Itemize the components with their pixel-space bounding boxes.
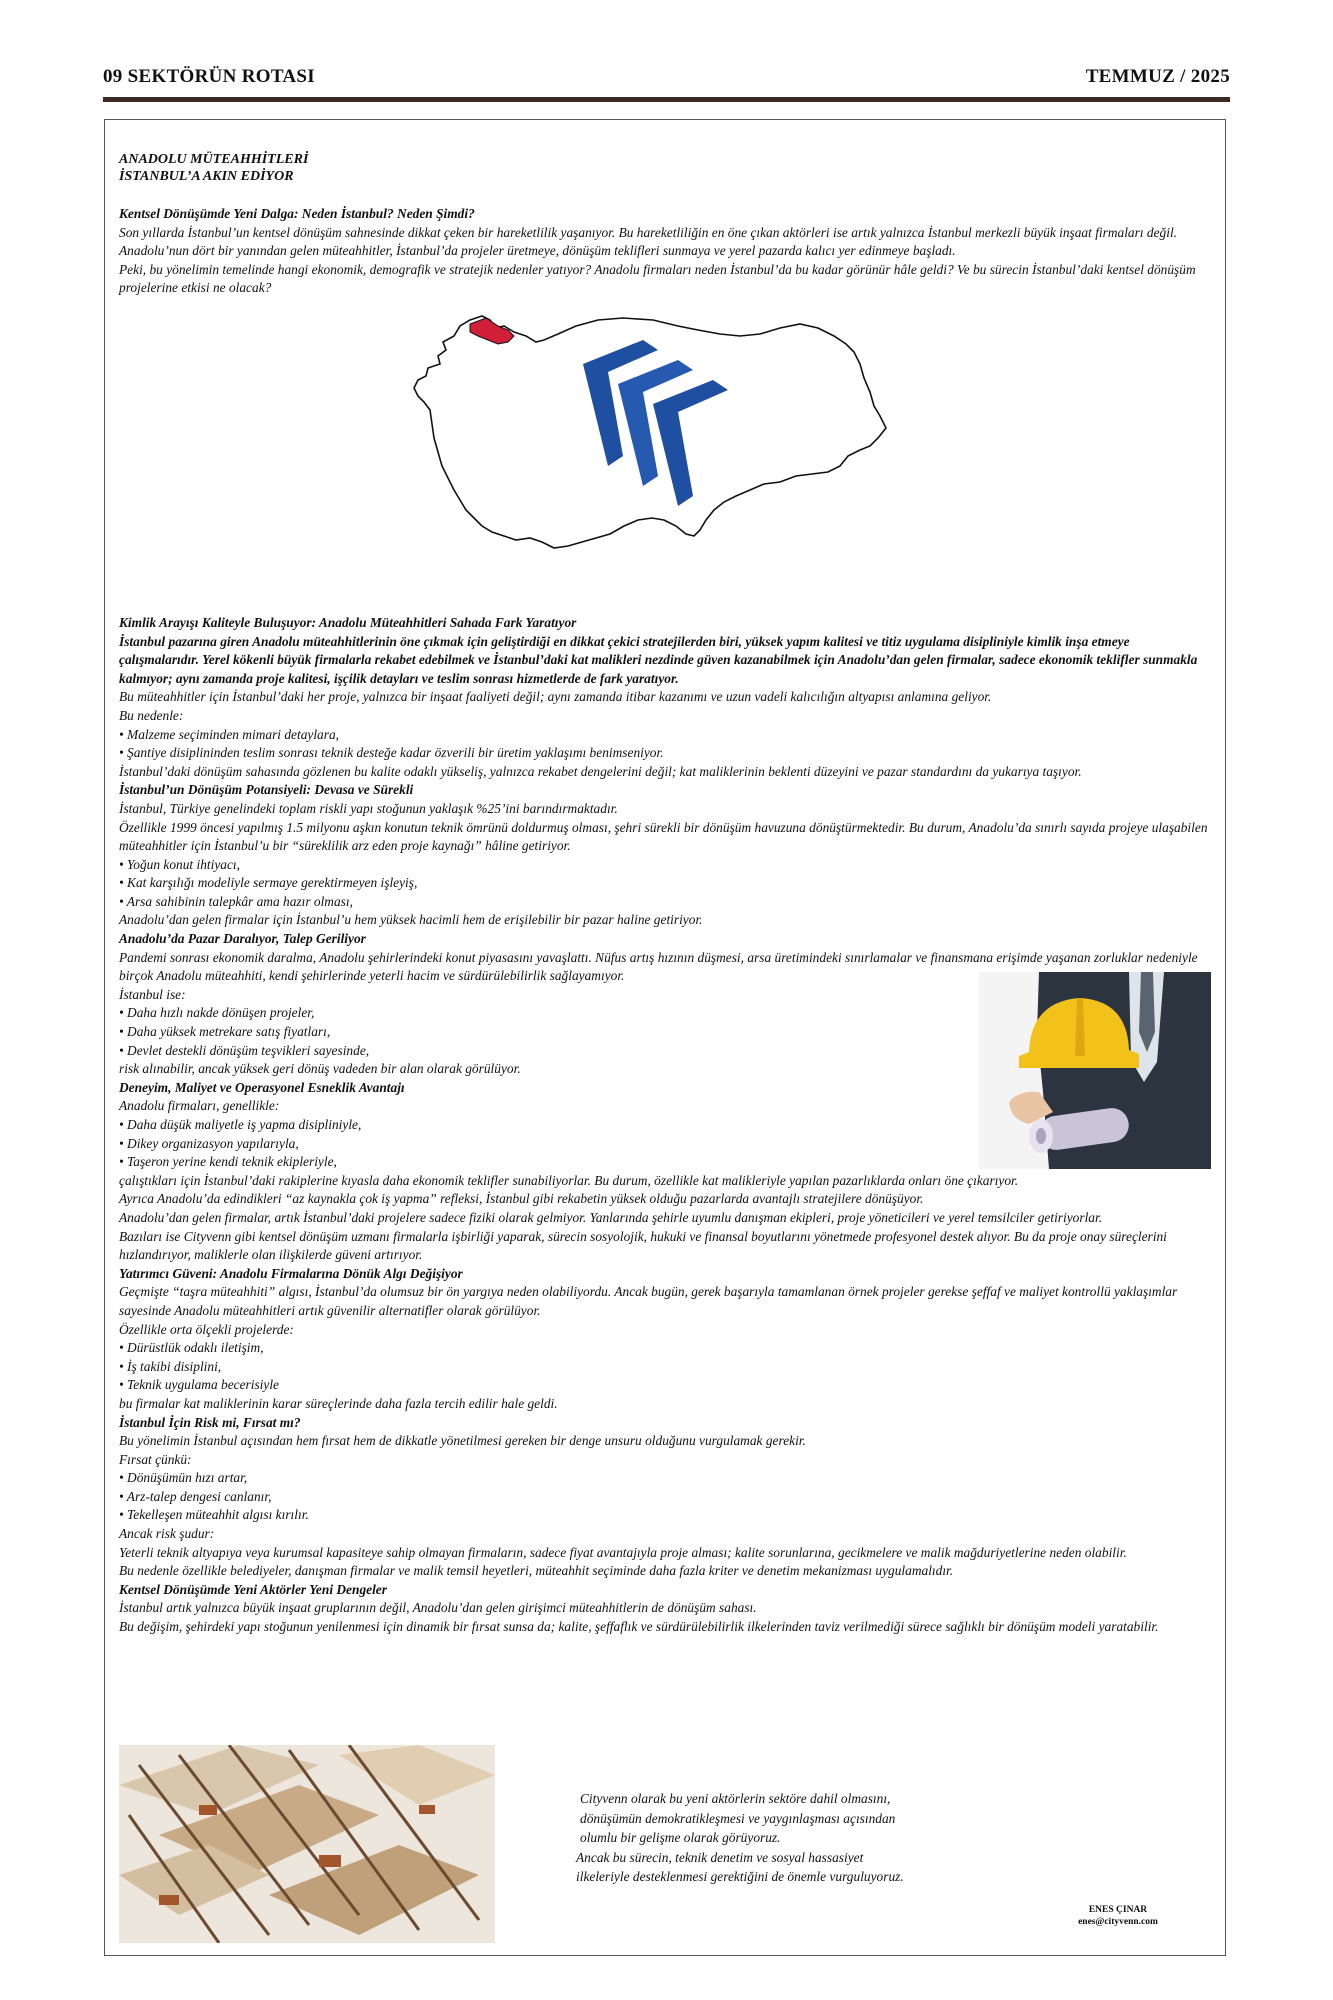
closing-note [576,1789,1046,1887]
paragraph: Özellikle orta ölçekli projelerde: [119,1321,294,1337]
bullet-item: • Daha düşük maliyetle iş yapma disipliniyle, [119,1117,362,1132]
paragraph: Anadolu firmaları, genellikle: [119,1098,280,1114]
section-title: 09 SEKTÖRÜN ROTASI [103,66,315,87]
title-line-1: ANADOLU MÜTEAHHİTLERİ [119,152,309,167]
paragraph: Ayrıca Anadolu’da edindikleri “az kaynakla çok iş yapma” refleksi, İstanbul gibi rekabetin yüksek olduğu pazarlarda avantajlı stratejilere dönüşüyor. [119,1191,924,1207]
bullet-item: • Malzeme seçiminden mimari detaylara, [119,726,340,742]
section-heading: İstanbul İçin Risk mi, Fırsat mı? [119,1414,301,1430]
bullet-item: • Daha yüksek metrekare satış fiyatları, [119,1024,331,1040]
turkey-map-figure [119,306,1211,588]
header-rule [103,97,1230,102]
closing-line-2: dönüşümün demokratikleşmesi ve yaygınlaşması açısından [580,1810,896,1826]
paragraph: Bu nedenle: [119,707,184,723]
construction-models-image [119,1745,495,1943]
section-heading: Anadolu’da Pazar Daralıyor, Talep Geriliyor [119,931,366,947]
closing-line-3: olumlu bir gelişme olarak görüyoruz. [580,1830,781,1845]
closing-line-5: ilkeleriyle desteklenmesi gerektiğini de önemle vurguluyoruz. [576,1869,904,1884]
paragraph: İstanbul, Türkiye genelindeki toplam riskli yapı stoğunun yaklaşık %25’ini barındırmaktadır. [119,800,618,816]
bullet-item: • Dürüstlük odaklı iletişim, [119,1340,264,1356]
bullet-item: • Yoğun konut ihtiyacı, [119,856,240,872]
paragraph: Son yıllarda İstanbul’un kentsel dönüşüm sahnesinde dikkat çeken bir hareketlilik yaşanıyor. Bu hareketliliğin en öne çıkan aktörleri ise artık yalnızca İstanbul merkezli büyük inşaat firmaları değil. Anadolu’nun dört bir yanından gelen müteahhitler, İstanbul’da projeler üretmeye, dönüşüm teklifleri sunmaya ve yerel pazarda kalıcı yer edinmeye başladı. [119,224,1178,259]
paragraph: Anadolu’dan gelen firmalar, artık İstanbul’daki projelere sadece fiziki olarak gelmiyor. Yanlarında şehirle uyumlu danışman ekipleri, proje yöneticileri ve yerel temsilciler getiriyorlar. [119,1209,1103,1225]
title-line-2: İSTANBUL’A AKIN EDİYOR [119,169,294,184]
article-body [119,151,1211,1637]
author-name: ENES ÇINAR [1088,1905,1148,1915]
paragraph: risk alınabilir, ancak yüksek geri dönüş vadeden bir alan olarak görülüyor. [119,1061,521,1077]
paragraph: Geçmişte “taşra müteahhiti” algısı, İstanbul’da olumsuz bir ön yargıya neden olabiliyordu. Ancak bugün, gerek başarıyla tamamlanan örnek projeler gerekse şeffaf ve maliyet kontrollü yaklaşımlar sayesinde Anadolu müteahhitleri artık güvenilir alternatifler olarak görülüyor. [119,1284,1178,1318]
author-email: enes@cityvenn.com [1078,1917,1158,1927]
paragraph: Ancak risk şudur: [119,1526,215,1542]
article-title [119,151,1211,185]
paragraph: Bazıları ise Cityvenn gibi kentsel dönüşüm uzmanı firmalarla işbirliği yaparak, sürecin sosyolojik, hukuki ve finansal boyutlarını yönetmede profesyonel destek alıyor. Bu da proje onay süreçlerini hızlandırıyor, maliklerle olan ilişkilerde güveni artırıyor. [119,1228,1167,1263]
bullet-item: • Dikey organizasyon yapılarıyla, [119,1135,299,1151]
bullet-item: • Dönüşümün hızı artar, [119,1470,248,1486]
section-heading: Kimlik Arayışı Kaliteyle Buluşuyor: Anadolu Müteahhitleri Sahada Fark Yaratıyor [119,614,577,630]
closing-line-1: Cityvenn olarak bu yeni aktörlerin sektöre dahil olmasını, [580,1791,891,1806]
bullet-item: • Kat karşılığı modeliyle sermaye gerektirmeyen işleyiş, [119,875,418,891]
paragraph: Özellikle 1999 öncesi yapılmış 1.5 milyonu aşkın konutun teknik ömrünü doldurmuş olması, şehri sürekli bir dönüşüm havuzuna dönüştürmektedir. Bu durum, Anadolu’da sınırlı sayıda projeye ulaşabilen müteahhitler için İstanbul’u bir “süreklilik arz eden proje kaynağı” hâline getiriyor. [119,819,1208,854]
section-heading: Deneyim, Maliyet ve Operasyonel Esneklik Avantajı [119,1079,405,1095]
paragraph: Bu müteahhitler için İstanbul’daki her proje, yalnızca bir inşaat faaliyeti değil; aynı zamanda itibar kazanımı ve uzun vadeli kalıcılığın altyapısı anlamına geliyor. [119,689,992,705]
paragraph: Bu nedenle özellikle belediyeler, danışman firmalar ve malik temsil heyetleri, müteahhit seçiminde daha fazla kriter ve denetim mekanizması uygulamalıdır. [119,1563,954,1579]
bullet-item: • Devlet destekli dönüşüm teşvikleri sayesinde, [119,1042,370,1058]
section-heading: Kentsel Dönüşümde Yeni Aktörler Yeni Dengeler [119,1581,387,1597]
bullet-item: • Arz-talep dengesi canlanır, [119,1488,272,1504]
paragraph: çalıştıkları için İstanbul’daki rakiplerine kıyasla daha ekonomik teklifler sunabiliyorlar. Bu durum, özellikle kat malikleriyle yapılan pazarlıklarda onları öne çıkarıyor. [119,1172,1019,1188]
turkey-map-image [408,306,928,588]
worker-helmet-image [979,972,1211,1169]
paragraph: İstanbul artık yalnızca büyük inşaat gruplarının değil, Anadolu’dan gelen girişimci müteahhitlerin de dönüşüm sahası. [119,1600,757,1616]
bullet-item: • Teknik uygulama becerisiyle [119,1377,280,1393]
bullet-item: • Şantiye disiplininden teslim sonrası teknik desteğe kadar özverili bir üretim yaklaşımı benimseniyor. [119,745,664,761]
issue-date: TEMMUZ / 2025 [1085,66,1230,87]
paragraph: Fırsat çünkü: [119,1451,192,1467]
author-signature [1068,1904,1168,1928]
paragraph: Pandemi sonrası ekonomik daralma, Anadolu şehirlerindeki konut piyasasını yavaşlattı. Nüfus artış hızının düşmesi, arsa üretimindeki sınırlamalar ve finansmana erişimde yaşanan zorluklar nedeniyle birçok Anadolu müteahhiti, kendi şehirlerinde yeterli hacim ve sürdürülebilirlik sağlayamıyor. [119,949,1198,984]
section-heading: Yatırımcı Güveni: Anadolu Firmalarına Dönük Algı Değişiyor [119,1265,463,1281]
bullet-item: • Taşeron yerine kendi teknik ekipleriyle, [119,1154,337,1170]
bullet-item: • İş takibi disiplini, [119,1358,222,1374]
closing-line-4: Ancak bu sürecin, teknik denetim ve sosyal hassasiyet [576,1849,864,1865]
section-heading: İstanbul’un Dönüşüm Potansiyeli: Devasa ve Sürekli [119,782,414,798]
paragraph: Bu yönelimin İstanbul açısından hem fırsat hem de dikkatle yönetilmesi gereken bir denge unsuru olduğunu vurgulamak gerekir. [119,1433,806,1449]
paragraph: Peki, bu yönelimin temelinde hangi ekonomik, demografik ve stratejik nedenler yatıyor? Anadolu firmaları neden İstanbul’da bu kadar görünür hâle geldi? Ve bu sürecin İstanbul’daki kentsel dönüşüm projelerine etkisi ne olacak? [119,261,1196,296]
bullet-item: • Daha hızlı nakde dönüşen projeler, [119,1005,315,1021]
paragraph: İstanbul ise: [119,986,186,1002]
section-heading: Kentsel Dönüşümde Yeni Dalga: Neden İstanbul? Neden Şimdi? [119,206,475,221]
bullet-item: • Tekelleşen müteahhit algısı kırılır. [119,1507,309,1523]
paragraph: Bu değişim, şehirdeki yapı stoğunun yenilenmesi için dinamik bir fırsat sunsa da; kalite, şeffaflık ve sürdürülebilirlik ilkelerinden taviz verilmediği sürece sağlıklı bir dönüşüm modeli yaratabilir. [119,1619,1159,1635]
paragraph: bu firmalar kat maliklerinin karar süreçlerinde daha fazla tercih edilir hale geldi. [119,1395,558,1411]
paragraph: İstanbul’daki dönüşüm sahasında gözlenen bu kalite odaklı yükseliş, yalnızca rekabet dengelerini değil; kat maliklerinin beklenti düzeyini ve pazar standardını da yukarıya taşıyor. [119,763,1082,779]
bullet-item: • Arsa sahibinin talepkâr ama hazır olması, [119,893,353,909]
paragraph: Anadolu’dan gelen firmalar için İstanbul’u hem yüksek hacimli hem de erişilebilir bir pazar haline getiriyor. [119,912,703,928]
lead-paragraph: İstanbul pazarına giren Anadolu müteahhitlerinin öne çıkmak için geliştirdiği en dikkat çekici stratejilerden biri, yüksek yapım kalitesi ve titiz uygulama disipliniyle kimlik inşa etmeye çalışmalarıdır. Yerel kökenli büyük firmalarla rekabet edebilmek ve İstanbul’daki kat malikleri nezdinde güven kazanabilmek için Anadolu’dan gelen firmalar, sadece ekonomik teklifler sunmakla kalmıyor; aynı zamanda proje kalitesi, işçilik detayları ve teslim sonrası hizmetlerde de fark yaratıyor. [119,633,1198,686]
paragraph: Yeterli teknik altyapıya veya kurumsal kapasiteye sahip olmayan firmaların, sadece fiyat avantajıyla proje alması; kalite sorunlarına, gecikmelere ve malik mağduriyetlerine neden olabilir. [119,1544,1127,1560]
